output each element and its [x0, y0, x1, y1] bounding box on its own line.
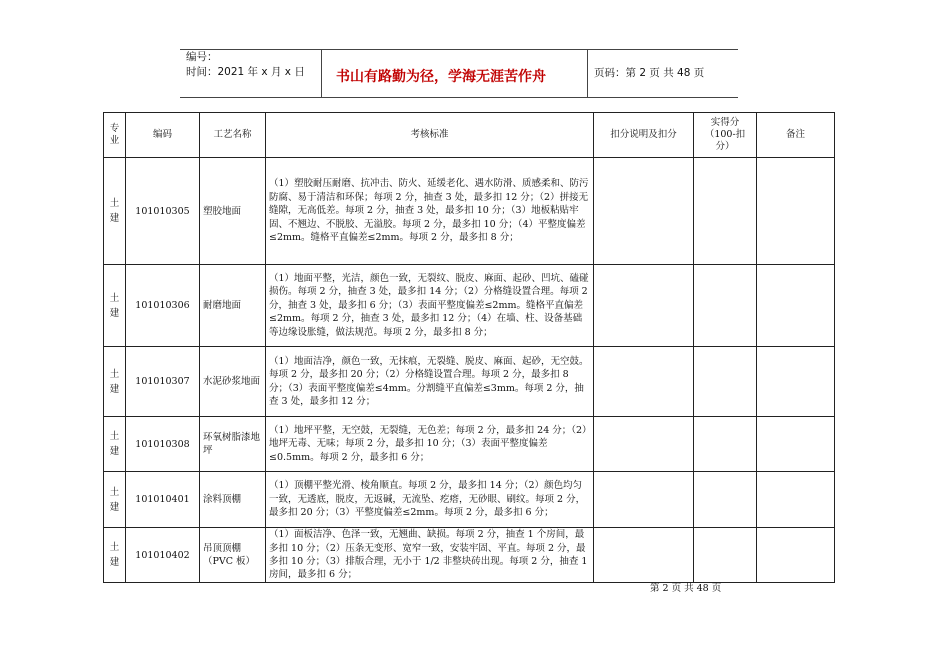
row-deduction-cell[interactable]	[594, 528, 694, 583]
row-remark-cell[interactable]	[757, 158, 835, 265]
row-remark-cell[interactable]	[757, 472, 835, 528]
row-profession: 土建	[104, 528, 126, 583]
assessment-table	[103, 112, 835, 583]
row-score-cell[interactable]	[694, 528, 757, 583]
header-divider-right	[587, 49, 588, 97]
row-standard: （1）面板洁净、色泽一致，无翘曲、缺损。每项 2 分，抽查 1 个房间，最多扣 10 分；（2）压条无变形、宽窄一致，安装牢固、平直。每项 2 分，最多扣 10 分；（3）排版合理，无小于 1/2 非整块砖出现。每项 2 分，抽查 1 房间，最多扣 6 分；	[266, 528, 594, 583]
row-deduction-cell[interactable]	[594, 347, 694, 417]
row-score-cell[interactable]	[694, 472, 757, 528]
table-row	[104, 347, 835, 417]
header-page-indicator: 页码：第 2 页 共 48 页	[594, 67, 705, 79]
row-standard: （1）地坪平整，无空鼓，无裂缝，无色差；每项 2 分，最多扣 24 分；（2）地坪无毒、无味；每项 2 分，最多扣 10 分；（3）表面平整度偏差≤0.5mm。每项 2 分，最多扣 6 分；	[266, 417, 594, 472]
row-process-name: 吊顶顶棚（PVC 板）	[200, 528, 266, 583]
header-motto: 书山有路勤为径，学海无涯苦作舟	[336, 69, 546, 85]
column-header-code: 编码	[126, 113, 200, 158]
row-profession: 土建	[104, 265, 126, 347]
document-date: 时间：2021 年 x 月 x 日	[186, 66, 305, 78]
column-header-score	[694, 113, 757, 158]
row-remark-cell[interactable]	[757, 347, 835, 417]
score-header-line1: 实得分	[710, 117, 740, 128]
row-deduction-cell[interactable]	[594, 158, 694, 265]
row-standard: （1）顶棚平整光滑、棱角顺直。每项 2 分，最多扣 14 分；（2）颜色均匀一致，无透底，脱皮，无返碱，无流坠、疙瘩，无砂眼、刷纹。每项 2 分，最多扣 20 分；（3）平整度偏差≤2mm。每项 2 分，最多扣 6 分；	[266, 472, 594, 528]
row-code: 101010308	[126, 417, 200, 472]
column-header-process-name: 工艺名称	[200, 113, 266, 158]
row-profession: 土建	[104, 347, 126, 417]
column-header-profession: 专业	[104, 113, 126, 158]
table-row	[104, 265, 835, 347]
row-remark-cell[interactable]	[757, 265, 835, 347]
document-number-label: 编号：	[186, 51, 218, 63]
row-process-name: 塑胶地面	[200, 158, 266, 265]
row-remark-cell[interactable]	[757, 417, 835, 472]
score-header-line2: （100-扣	[704, 129, 746, 140]
row-profession: 土建	[104, 417, 126, 472]
table-header-row	[104, 113, 835, 158]
table-row	[104, 158, 835, 265]
page-footer: 第 2 页 共 48 页	[650, 583, 722, 594]
row-process-name: 涂料顶棚	[200, 472, 266, 528]
row-score-cell[interactable]	[694, 158, 757, 265]
row-process-name: 耐磨地面	[200, 265, 266, 347]
row-deduction-cell[interactable]	[594, 265, 694, 347]
row-standard: （1）地面洁净，颜色一致，无抹痕，无裂缝、脱皮、麻面、起砂，无空鼓。每项 2 分，最多扣 20 分；（2）分格缝设置合理。每项 2 分，最多扣 8 分；（3）表面平整度偏差≤4mm。分割缝平直偏差≤3mm。每项 2 分，抽查 3 处，最多扣 12 分；	[266, 347, 594, 417]
row-code: 101010307	[126, 347, 200, 417]
row-score-cell[interactable]	[694, 347, 757, 417]
row-score-cell[interactable]	[694, 417, 757, 472]
row-process-name: 环氧树脂漆地坪	[200, 417, 266, 472]
column-header-remark: 备注	[757, 113, 835, 158]
row-deduction-cell[interactable]	[594, 417, 694, 472]
row-profession: 土建	[104, 158, 126, 265]
table-row	[104, 528, 835, 583]
row-profession: 土建	[104, 472, 126, 528]
row-code: 101010305	[126, 158, 200, 265]
score-header-line3: 分）	[715, 141, 735, 152]
table-row	[104, 417, 835, 472]
header-divider-left	[321, 49, 322, 97]
row-remark-cell[interactable]	[757, 528, 835, 583]
table-row	[104, 472, 835, 528]
row-standard: （1）地面平整，光洁，颜色一致，无裂纹、脱皮、麻面、起砂、凹坑、磕碰损伤。每项 2 分，抽查 3 处，最多扣 14 分；（2）分格缝设置合理。每项 2 分，抽查 3 处，最多扣 6 分；（3）表面平整度偏差≤2mm。缝格平直偏差≤2mm。每项 2 分，抽查 3 处，最多扣 12 分；（4）在墙、柱、设备基础等边缘设胀缝，做法规范。每项 2 分，最多扣 8 分；	[266, 265, 594, 347]
header-top-rule	[180, 49, 738, 50]
row-score-cell[interactable]	[694, 265, 757, 347]
row-process-name: 水泥砂浆地面	[200, 347, 266, 417]
column-header-standard: 考核标准	[266, 113, 594, 158]
column-header-deduction: 扣分说明及扣分	[594, 113, 694, 158]
row-standard: （1）塑胶耐压耐磨、抗冲击、防火、延缓老化、遇水防滑、质感柔和、防污防腐、易于清洁和环保；每项 2 分，抽查 3 处，最多扣 12 分；（2）拼接无缝隙，无高低差。每项 2 分，抽查 3 处，最多扣 10 分；（3）地板粘贴牢固、不翘边、不脱胶、无溢胶。每项 2 分，最多扣 10 分；（4）平整度偏差≤2mm。缝格平直偏差≤2mm。每项 2 分，最多扣 8 分；	[266, 158, 594, 265]
header-bottom-rule	[180, 97, 738, 98]
row-code: 101010306	[126, 265, 200, 347]
row-deduction-cell[interactable]	[594, 472, 694, 528]
row-code: 101010401	[126, 472, 200, 528]
row-code: 101010402	[126, 528, 200, 583]
